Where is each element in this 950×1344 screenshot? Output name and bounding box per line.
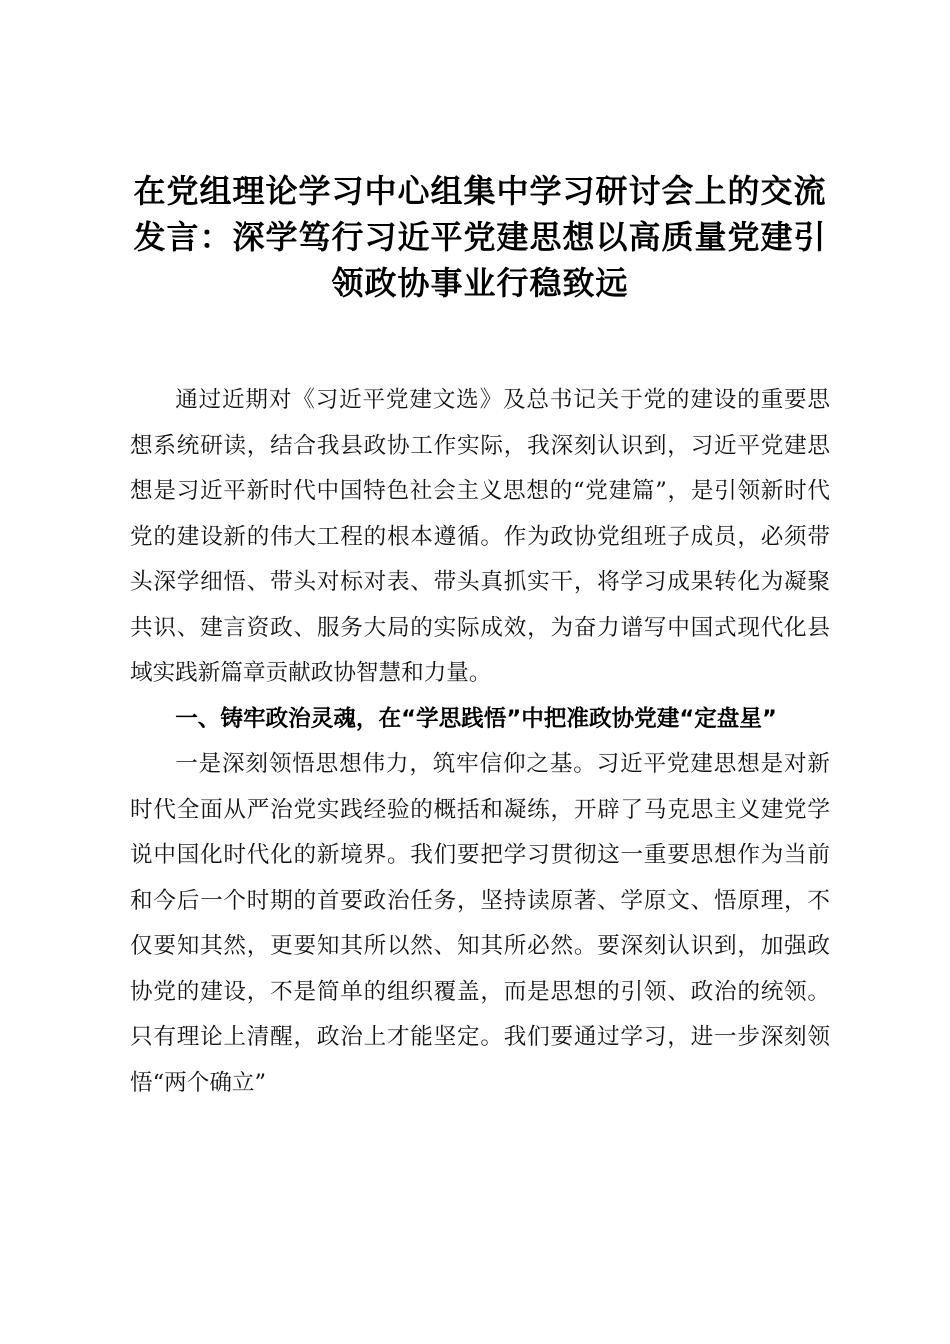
document-body — [130, 378, 830, 1106]
intro-paragraph: 通过近期对《习近平党建文选》及总书记关于党的建设的重要思想系统研读，结合我县政协工作实际，我深刻认识到，习近平党建思想是习近平新时代中国特色社会主义思想的“党建篇”，是引领新时代党的建设新的伟大工程的根本遵循。作为政协党组班子成员，必须带头深学细悟、带头对标对表、带头真抓实干，将学习成果转化为凝聚共识、建言资政、服务大局的实际成效，为奋力谱写中国式现代化县域实践新篇章贡献政协智慧和力量。 — [130, 387, 830, 686]
document-content — [130, 168, 830, 1106]
section-1-heading: 一、铸牢政治灵魂，在“学思践悟”中把准政协党建“定盘星” — [175, 705, 777, 732]
section-1-paragraph: 一是深刻领悟思想伟力，筑牢信仰之基。习近平党建思想是对新时代全面从严治党实践经验的概括和凝练，开辟了马克思主义建党学说中国化时代化的新境界。我们要把学习贯彻这一重要思想作为当前和今后一个时期的首要政治任务，坚持读原著、学原文、悟原理，不仅要知其然，更要知其所以然、知其所必然。要深刻认识到，加强政协党的建设，不是简单的组织覆盖，而是思想的引领、政治的统领。只有理论上清醒，政治上才能坚定。我们要通过学习，进一步深刻领悟“两个确立” — [130, 751, 830, 1096]
document-title: 在党组理论学习中心组集中学习研讨会上的交流发言：深学笃行习近平党建思想以高质量党建引领政协事业行稳致远 — [133, 172, 827, 302]
